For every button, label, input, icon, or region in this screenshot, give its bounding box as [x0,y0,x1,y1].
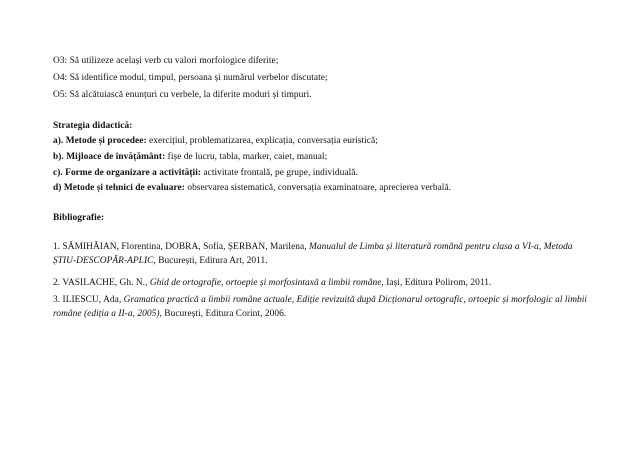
bib-2-authors: 2. VASILACHE, Gh. N., [53,278,150,288]
methods-text: exercițiul, problematizarea, explicația, conversația euristică; [146,136,378,146]
strategy-evaluation [53,182,451,194]
document-page [53,0,598,452]
bibliography-item-1 [53,240,588,268]
objective-o5: O5: Să alcătuiască enunțuri cu verbele, la diferite moduri și timpuri. [53,90,312,100]
methods-label: a). Metode și procedee: [53,136,147,146]
means-label: b). Mijloace de învățământ: [53,152,166,162]
bib-3-title: Gramatica practică a limbii române actuale, Ediție revizuită după Dicționarul ortografic, ortoepic și morfologic al limbii române (ediția a II-a, 2005), [53,295,588,319]
strategy-forms [53,167,358,179]
objective-o3: O3: Să utilizeze același verb cu valori morfologice diferite; [53,56,279,66]
eval-text: observarea sistematică, conversația examinatoare, aprecierea verbală. [184,183,452,193]
strategy-heading: Strategia didactică: [53,121,133,131]
bib-2-title: Ghid de ortografie, ortoepie și morfosintaxă a limbii române, [149,278,384,288]
bib-2-details: Iași, Editura Polirom, 2011. [383,278,492,288]
objective-o4: O4: Să identifice modul, timpul, persoana și numărul verbelor discutate; [53,73,328,83]
bib-3-details: București, Editura Corint, 2006. [161,309,287,319]
bibliography-item-3 [53,293,588,321]
forms-text: activitate frontală, pe grupe, individuală. [201,168,358,178]
forms-label: c). Forme de organizare a activității: [53,168,202,178]
bib-3-authors: 3. ILIESCU, Ada, [53,295,124,305]
strategy-means [53,151,327,163]
bibliography-heading: Bibliografie: [53,213,105,223]
bib-1-authors: 1. SĂMIHĂIAN, Florentina, DOBRA, Sofia, ȘERBAN, Marilena, [53,242,310,252]
means-text: fișe de lucru, tabla, marker, caiet, manual; [165,152,328,162]
bib-1-title: Manualul de Limba și literatură română pentru clasa a VI-a, Metoda ȘTIU-DESCOPĂR-APLIC [53,242,573,266]
bib-1-details: , București, Editura Art, 2011. [153,256,268,266]
strategy-methods [53,135,378,147]
bibliography-item-2 [53,276,588,290]
eval-label: d) Metode și tehnici de evaluare: [53,183,185,193]
